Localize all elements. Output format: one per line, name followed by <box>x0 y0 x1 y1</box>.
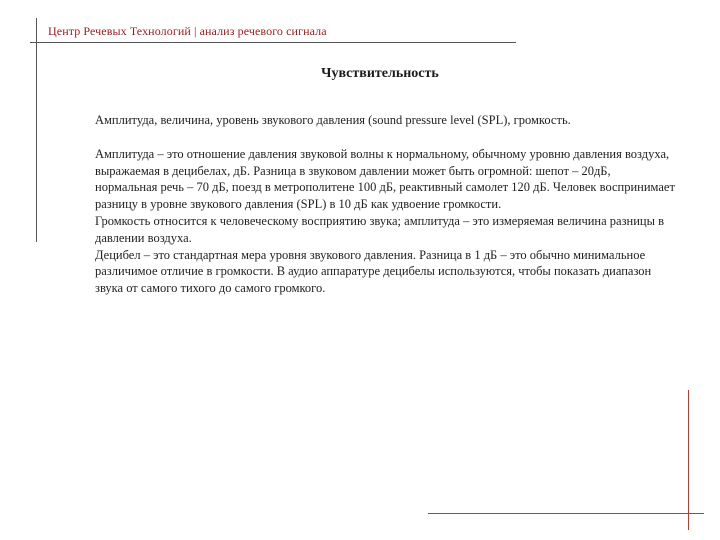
footer-line-vertical <box>688 390 689 530</box>
footer-line-horizontal <box>428 513 704 514</box>
header-line-vertical <box>36 18 37 242</box>
paragraph-loudness: Громкость относится к человеческому восприятию звука; амплитуда – это измеряемая величина разницы в давлении воздуха. <box>95 213 665 245</box>
paragraph-definition: Амплитуда, величина, уровень звукового давления (sound pressure level (SPL), громкость. <box>95 113 571 127</box>
slide-title: Чувствительность <box>321 66 439 81</box>
paragraph-amplitude: Амплитуда – это отношение давления звуковой волны к нормальному, обычному уровню давления воздуха, выражаемая в децибелах, дБ. Разница в звуковом давлении может быть огромной: шепот – 20дБ, нормальная речь – 70 дБ, поезд в метрополитене 100 дБ, реактивный самолет 120 дБ. Человек воспринимает разницу в уровне звукового давления (SPL) в 10 дБ как удвоение громкости. <box>95 146 675 212</box>
paragraph-decibel: Децибел – это стандартная мера уровня звукового давления. Разница в 1 дБ – это обычно минимальное различимое отличие в громкости. В аудио аппаратуре децибелы используются, чтобы показать диапазон звука от самого тихого до самого громкого. <box>95 247 652 296</box>
header-text: Центр Речевых Технологий | анализ речевого сигнала <box>48 24 327 38</box>
header-line-horizontal <box>30 42 516 43</box>
slide-content <box>95 112 675 297</box>
